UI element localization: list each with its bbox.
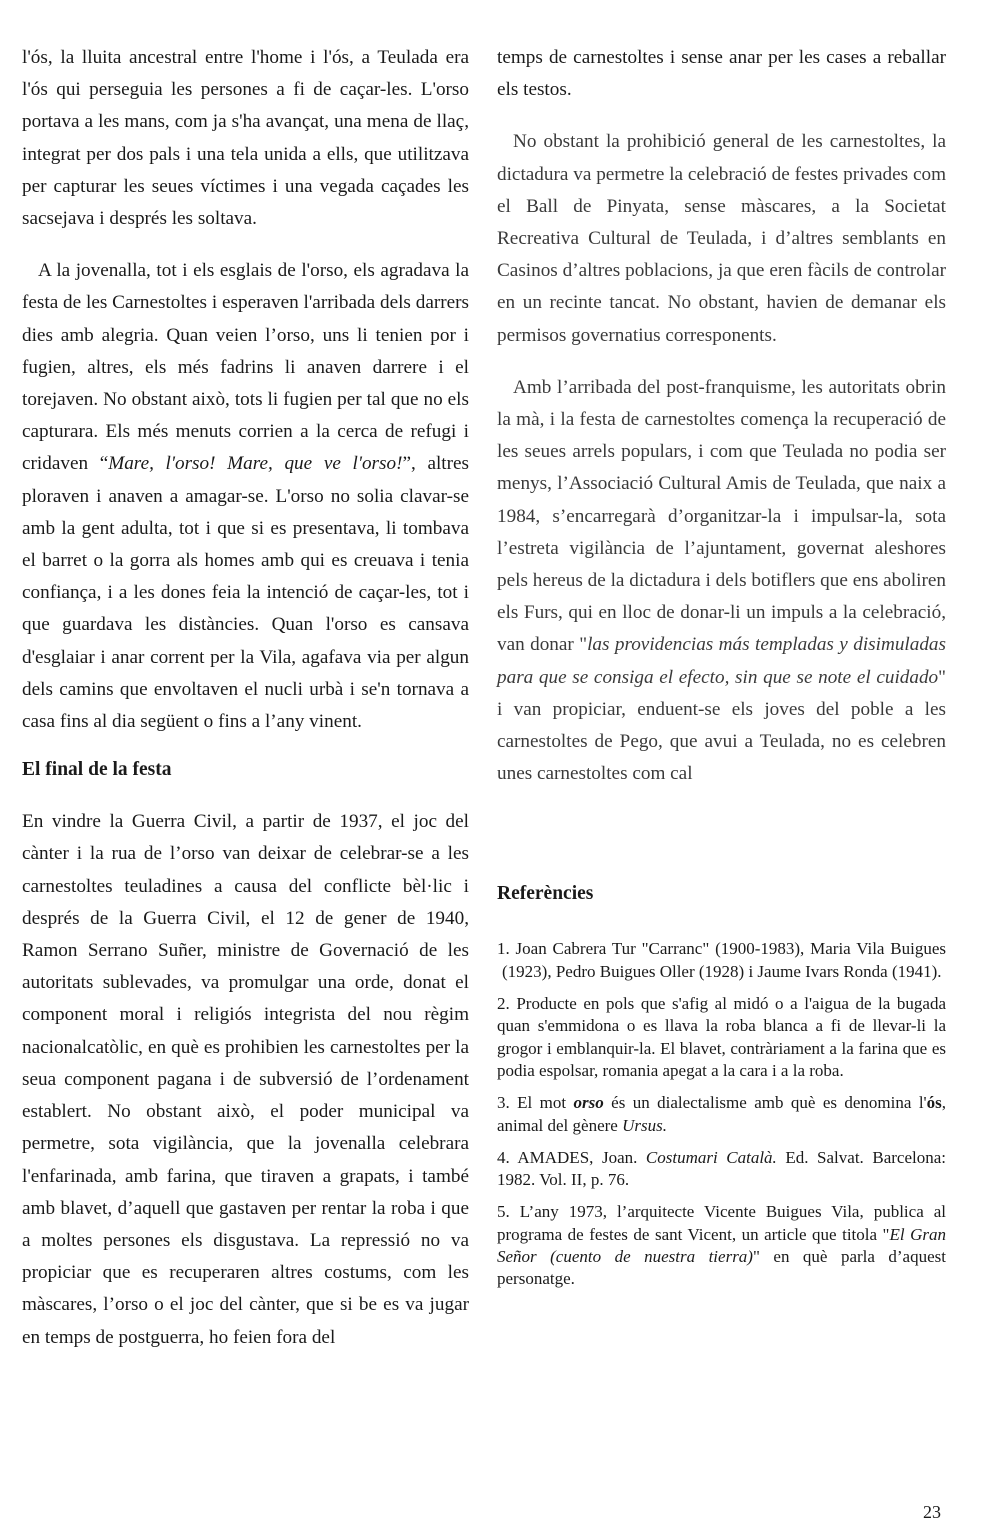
text-run: 4. AMADES, Joan. (497, 1147, 646, 1167)
title-italic: Costumari Català. (645, 1147, 777, 1167)
text-run: és un dialectalisme amb què es denomina l' (603, 1093, 927, 1113)
text-run: 3. El mot (497, 1093, 574, 1113)
quote-italic: las providencias más templadas y disimuladas para que se consiga el efecto, sin que se note el cuidado (497, 634, 946, 688)
reference-item: 1. Joan Cabrera Tur "Carranc" (1900-1983), Maria Vila Buigues (1923), Pedro Buigues Oller (1928) i Jaume Ivars Ronda (1941). (497, 939, 946, 981)
reference-item (497, 1092, 946, 1137)
text-run: Amb l’arribada del post-franquisme, les autoritats obrin la mà, i la festa de carnestoltes comença la recuperació de les seues arrels populars, i com que Teulada no podia ser menys, l’Associació Cultural Amis de Teulada, que naix a 1984, s’encarregarà d’organitzar-la i impulsar-la, sota l’estreta vigilància de l’ajuntament, governat aleshores pels hereus de la dictadura i dels botiflers que ens aboliren els Furs, qui en lloc de donar-li un impuls a la celebració, van donar " (497, 376, 946, 656)
text-run: " i van propiciar, enduent-se els joves del poble a les carnestoltes de Pego, que avui a Teulada, no es celebren unes carnestoltes com cal (497, 666, 946, 785)
right-column (497, 42, 946, 1301)
reference-item: 2. Producte en pols que s'afig al midó o a l'aigua de la bugada quan s'emmidona o es llava la roba blanca a fi de llevar-li la grogor i emblanquir-la. El blavet, contràriament a la farina que es podia espolsar, romania apegat a la cara i a la roba. (497, 994, 946, 1080)
left-column (22, 42, 469, 1354)
term-bold: ós (926, 1093, 942, 1113)
paragraph: En vindre la Guerra Civil, a partir de 1937, el joc del cànter i la rua de l’orso van deixar de celebrar-se a les carnestoltes teuladines a causa del conflicte bèl·lic i després de la Guerra Civil, el 12 de gener de 1940, Ramon Serrano Suñer, ministre de Governació de les autoritats sublevades, va promulgar una orde, donat el component moral i religiós integrista del nou règim nacionalcatòlic, en què es prohibien les carnestoltes per la seua component pagana i de subversió de l’ordenament establert. No obstant això, el poder municipal va permetre, sota vigilància, que la jovenalla celebrara l'enfarinada, amb farina, que tiraven a grapats, i també amb blavet, d’aquell que gastaven per rentar la roba i que a moltes persones els disgustava. La repressió no va propiciar que es recuperaren altres costums, com les màscares, l’orso o el joc del cànter, que si be es va jugar en temps de postguerra, ho feien fora del (22, 811, 469, 1348)
text-run: A la jovenalla, tot i els esglais de l'orso, els agradava la festa de les Carnestoltes i esperaven l'arribada dels darrers dies amb alegria. Quan veien l’orso, uns li tenien por i fugien, altres, els més fadrins li anaven darrere i el torejaven. No obstant això, tots li fugien per tal que no els capturara. Els més menuts corrien a la cerca de refugi i cridaven “ (22, 260, 469, 475)
reference-item (497, 1201, 946, 1290)
paragraph (22, 255, 469, 738)
term-italic: orso (573, 1093, 604, 1113)
text-run: 5. L’any 1973, l’arquitecte Vicente Buigues Vila, publica al programa de festes de sant Vicent, un article que titola " (497, 1202, 946, 1244)
paragraph (497, 372, 946, 791)
section-heading: El final de la festa (22, 759, 172, 781)
references-heading: Referències (497, 883, 594, 905)
text-run: ”, altres ploraven i anaven a amagar-se. L'orso no solia clavar-se amb la gent adulta, tot i que si es presentava, li tombava el barret o la gorra als homes amb qui es creuava i tenia confiança, i a les dones feia la intenció de caçar-les, tot i que guardava les distàncies. Quan l'orso es cansava d'esglaiar i anar corrent per la Vila, agafava via per algun dels camins que envoltaven el nucli urbà i se'n tornava a casa fins al dia següent o fins a l’any vinent. (22, 453, 469, 733)
text-run: , animal del gènere (497, 1093, 946, 1135)
page-number: 23 (923, 1502, 941, 1522)
text-run: Ed. Salvat. Barcelona: 1982. Vol. II, p. 76. (497, 1147, 946, 1190)
reference-item (497, 1147, 946, 1192)
text-run: " en què parla d’aquest personatge. (497, 1247, 946, 1289)
paragraph: temps de carnestoltes i sense anar per les cases a reballar els testos. (497, 47, 946, 101)
paragraph: No obstant la prohibició general de les carnestoltes, la dictadura va permetre la celebració de festes privades com el Ball de Pinyata, sense màscares, a la Societat Recreativa Cultural de Teulada, i d’altres semblants en Casinos d’altres poblacions, ja que eren fàcils de controlar en un recinte tancat. No obstant, havien de demanar els permisos governatius corresponents. (497, 131, 946, 346)
term-italic: Ursus. (622, 1115, 667, 1135)
title-italic: El Gran Señor (cuento de nuestra tierra) (497, 1224, 947, 1267)
references-list (497, 938, 946, 1290)
quote-italic: Mare, l'orso! Mare, que ve l'orso! (108, 453, 403, 475)
paragraph: l'ós, la lluita ancestral entre l'home i l'ós, a Teulada era l'ós qui perseguia les persones a fi de caçar-les. L'orso portava a les mans, com ja s'ha avançat, una mena de llaç, integrat per dos pals i una tela unida a ells, que utilitzava per capturar les seues víctimes i una vegada caçades les sacsejava i després les soltava. (22, 47, 469, 230)
